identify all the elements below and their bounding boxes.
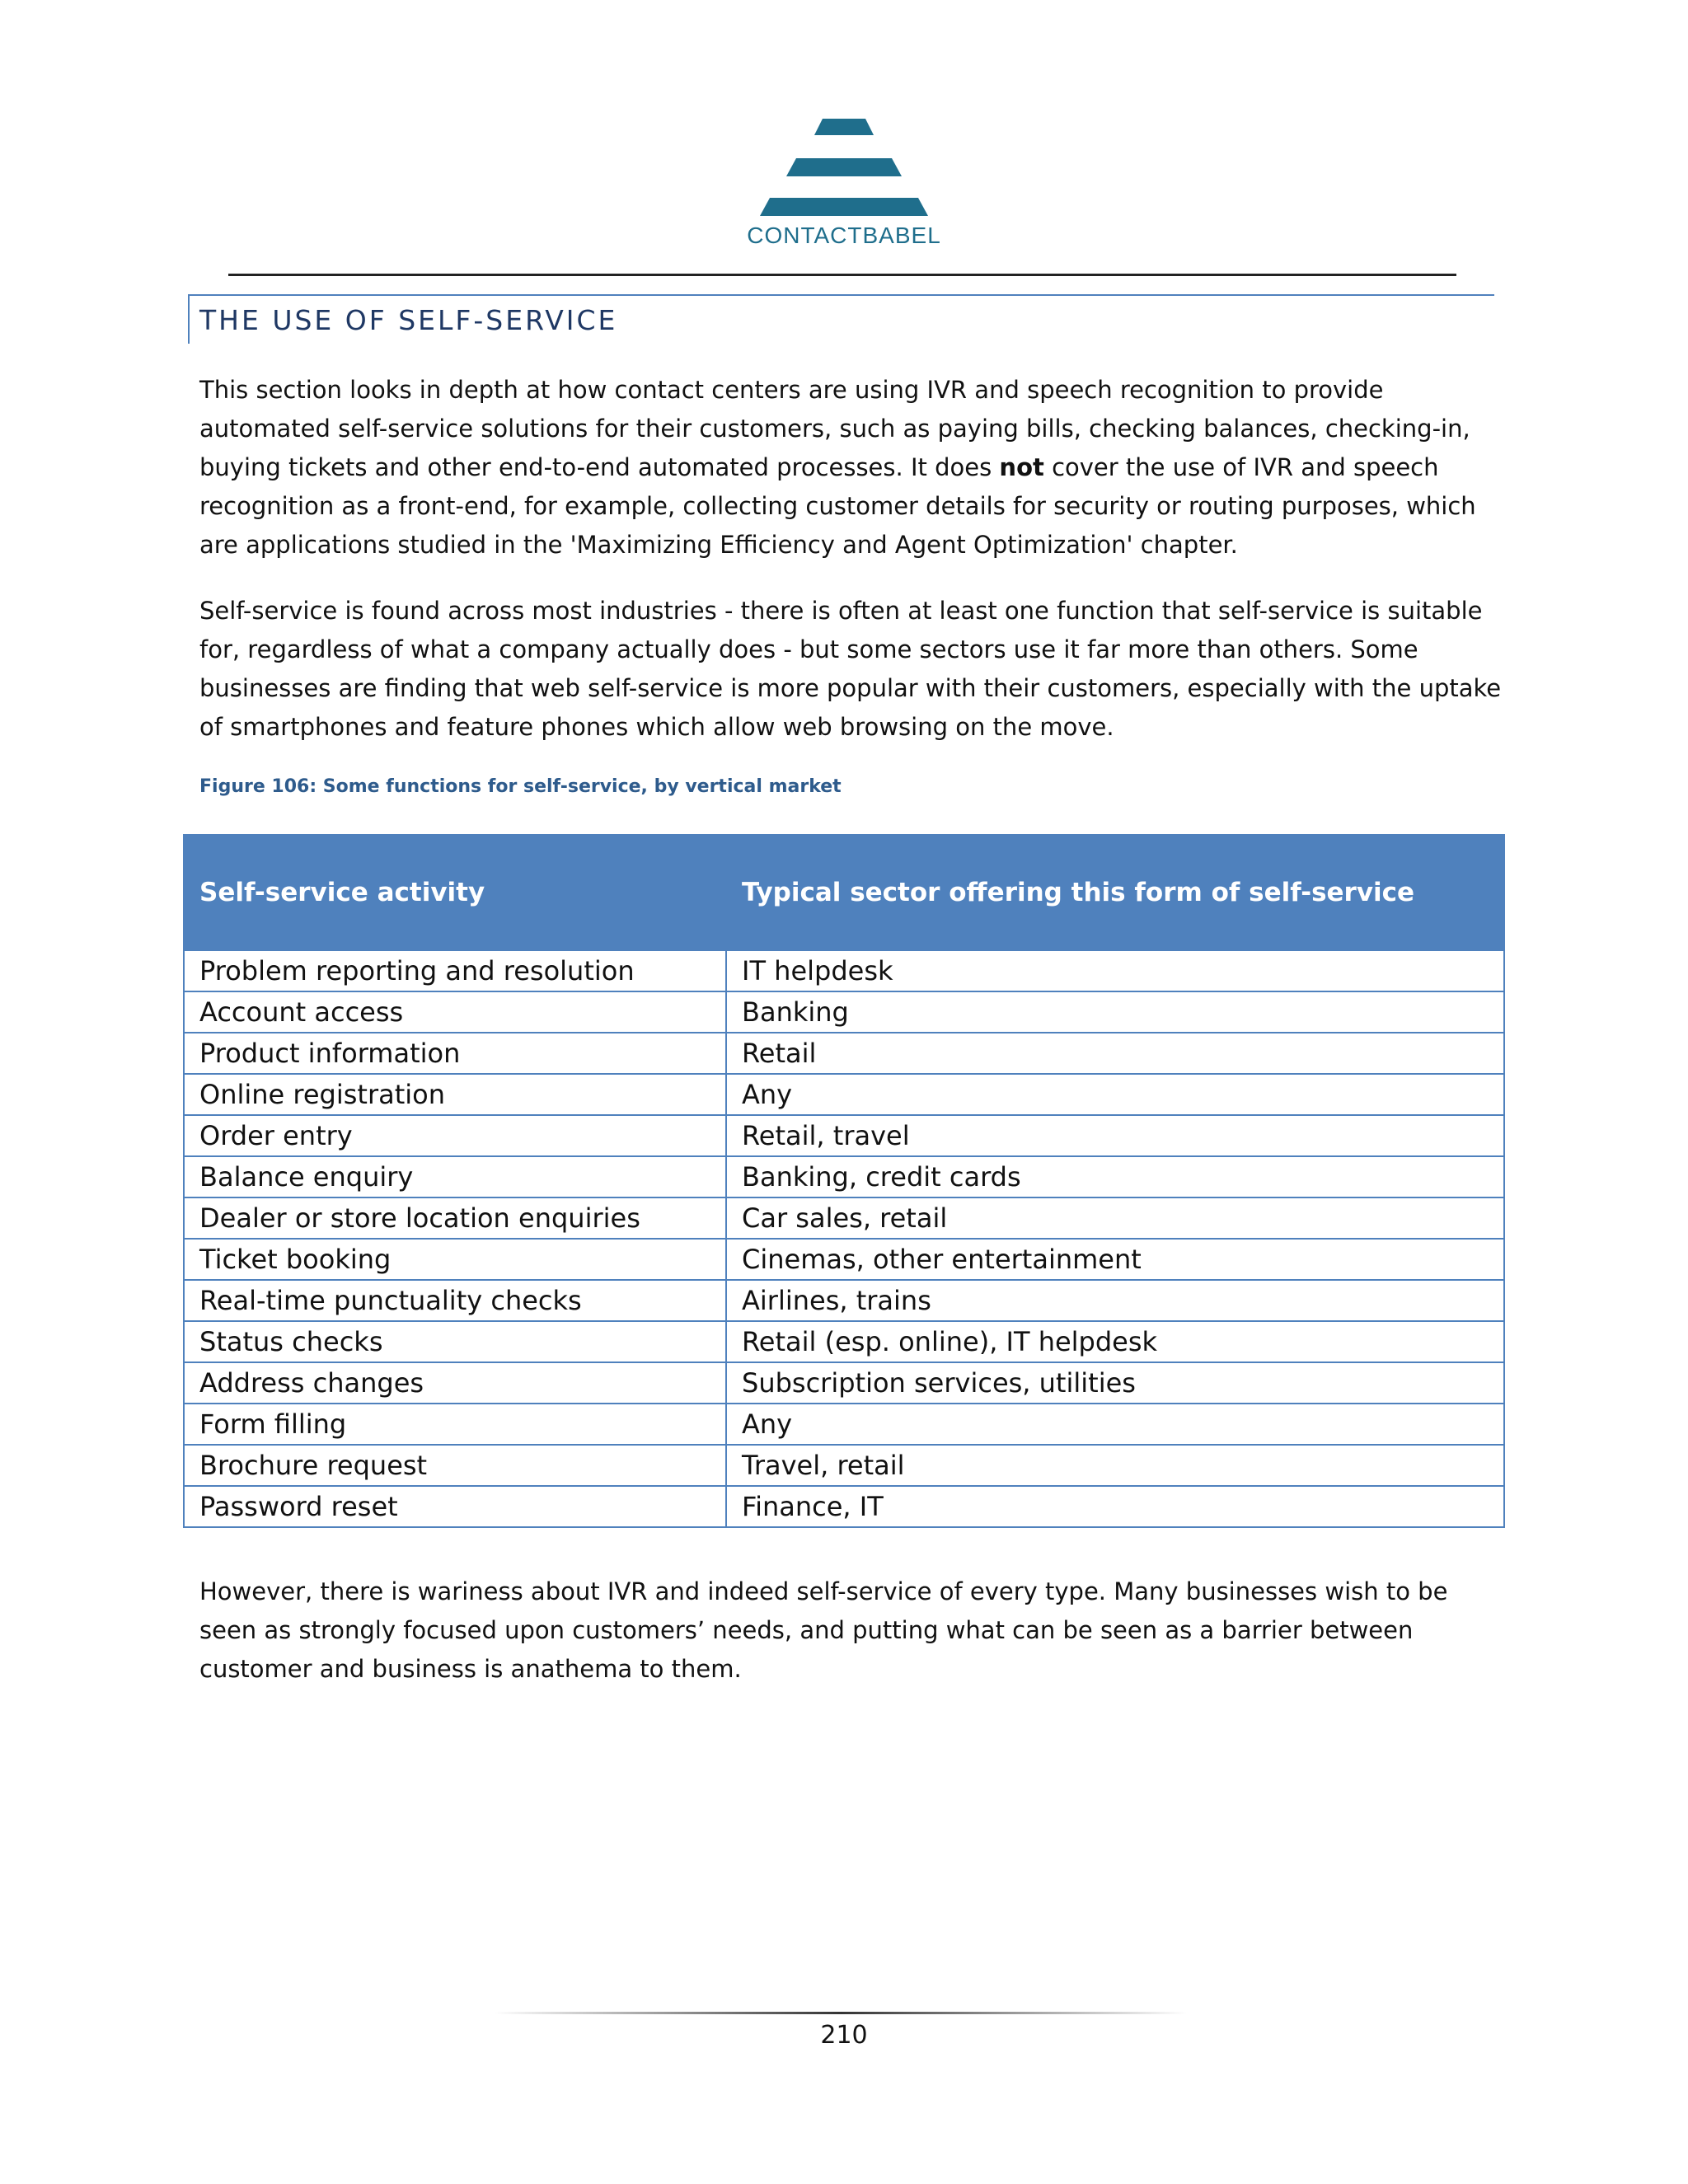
activity-cell: Password reset	[184, 1486, 726, 1527]
section-title: THE USE OF SELF-SERVICE	[199, 304, 618, 336]
table-row	[184, 1033, 1504, 1074]
activity-cell: Ticket booking	[184, 1239, 726, 1280]
activity-cell: Order entry	[184, 1115, 726, 1156]
table-row	[184, 1280, 1504, 1321]
activity-cell: Address changes	[184, 1362, 726, 1404]
sector-cell: Retail, travel	[726, 1115, 1504, 1156]
table-row	[184, 1156, 1504, 1197]
logo-word-babel: BABEL	[862, 223, 941, 248]
sector-cell: Any	[726, 1404, 1504, 1445]
activity-cell: Account access	[184, 991, 726, 1033]
activity-cell: Problem reporting and resolution	[184, 950, 726, 991]
sector-cell: Any	[726, 1074, 1504, 1115]
industries-paragraph: Self-service is found across most industries - there is often at least one function that self-service is suitable for, regardless of what a company actually does - but some sectors use it far more than others. Some businesses are finding that web self-service is more popular with their customers, especially with the uptake of smartphones and feature phones which allow web browsing on the move.	[199, 597, 1502, 741]
sector-cell: Banking	[726, 991, 1504, 1033]
column-header-activity: Self-service activity	[184, 835, 726, 950]
table-row	[184, 991, 1504, 1033]
column-header-sector: Typical sector offering this form of self-service	[726, 835, 1504, 950]
activity-cell: Real-time punctuality checks	[184, 1280, 726, 1321]
sector-cell: Travel, retail	[726, 1445, 1504, 1486]
activity-cell: Product information	[184, 1033, 726, 1074]
sector-cell: IT helpdesk	[726, 950, 1504, 991]
table-header-row	[184, 835, 1504, 950]
activity-cell: Form filling	[184, 1404, 726, 1445]
table-row	[184, 1074, 1504, 1115]
logo-wordmark	[0, 223, 1688, 249]
activity-cell: Brochure request	[184, 1445, 726, 1486]
wariness-paragraph: However, there is wariness about IVR and indeed self-service of every type. Many businesses wish to be seen as strongly focused upon customers’ needs, and putting what can be seen as a barrier between customer and business is anathema to them.	[199, 1577, 1448, 1683]
activity-cell: Online registration	[184, 1074, 726, 1115]
page-number: 210	[820, 2021, 868, 2050]
intro-text-end: cover the use of IVR and speech recognition as a front-end, for example, collecting customer details for security or routing purposes, which are applications studied in the 'Maximizing Efficiency and Agent Optimization' chapter.	[199, 453, 1476, 559]
intro-paragraph	[199, 371, 1502, 565]
activity-cell: Balance enquiry	[184, 1156, 726, 1197]
table-row	[184, 1239, 1504, 1280]
table-row	[184, 1321, 1504, 1362]
pyramid-logo-icon	[748, 115, 940, 216]
sector-cell: Subscription services, utilities	[726, 1362, 1504, 1404]
self-service-table	[183, 834, 1505, 1528]
table-row	[184, 1404, 1504, 1445]
table-row	[184, 1197, 1504, 1239]
table-row	[184, 1445, 1504, 1486]
sector-cell: Finance, IT	[726, 1486, 1504, 1527]
sector-cell: Car sales, retail	[726, 1197, 1504, 1239]
sector-cell: Retail	[726, 1033, 1504, 1074]
figure-caption: Figure 106: Some functions for self-service, by vertical market	[199, 776, 842, 797]
table-row	[184, 1486, 1504, 1527]
intro-text-start: This section looks in depth at how contact centers are using IVR and speech recognition to provide automated self-service solutions for their customers, such as paying bills, checking balances, checking-in, buying tickets and other end-to-end automated processes. It does	[199, 376, 1470, 481]
footer-divider	[495, 2011, 1187, 2016]
contactbabel-logo	[0, 115, 1688, 255]
sector-cell: Banking, credit cards	[726, 1156, 1504, 1197]
table-row	[184, 1362, 1504, 1404]
header-divider	[228, 274, 1456, 276]
sector-cell: Retail (esp. online), IT helpdesk	[726, 1321, 1504, 1362]
table-row	[184, 950, 1504, 991]
sector-cell: Airlines, trains	[726, 1280, 1504, 1321]
activity-cell: Status checks	[184, 1321, 726, 1362]
intro-emphasis: not	[999, 453, 1044, 481]
table-row	[184, 1115, 1504, 1156]
logo-word-contact: CONTACT	[747, 223, 863, 248]
sector-cell: Cinemas, other entertainment	[726, 1239, 1504, 1280]
activity-cell: Dealer or store location enquiries	[184, 1197, 726, 1239]
